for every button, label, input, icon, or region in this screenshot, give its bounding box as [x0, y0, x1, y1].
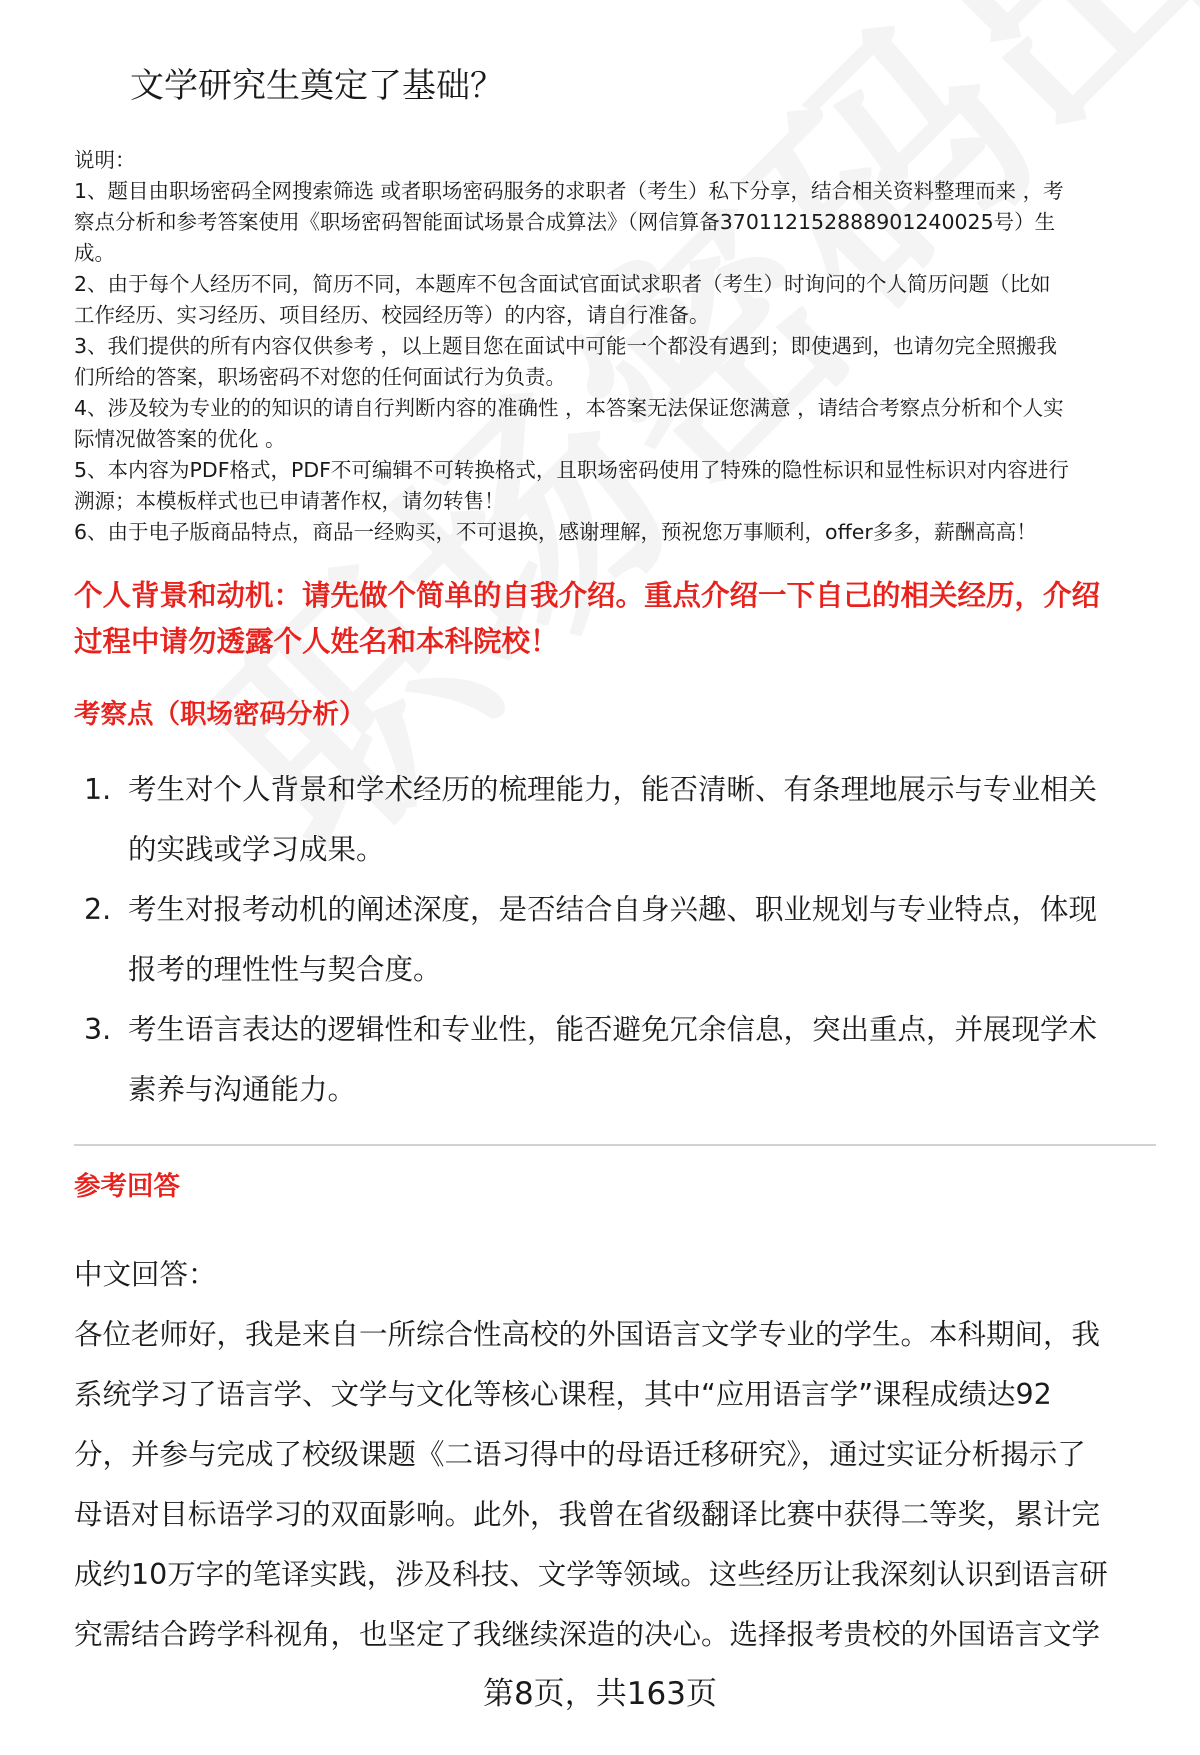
reference-answer [74, 1245, 1164, 1665]
answer-line: 系统学习了语言学、文学与文化等核心课程，其中“应用语言学”课程成绩达92 [74, 1378, 1052, 1411]
point-number: 1. [84, 773, 112, 806]
question-line: 过程中请勿透露个人姓名和本科院校！ [74, 625, 559, 658]
answer-line: 各位老师好，我是来自一所综合性高校的外国语言文学专业的学生。本科期间，我 [74, 1318, 1101, 1351]
point-line: 的实践或学习成果。 [128, 833, 385, 866]
question-line: 个人背景和动机：请先做个简单的自我介绍。重点介绍一下自己的相关经历，介绍 [74, 579, 1101, 612]
point-number: 2. [84, 893, 112, 926]
point-line: 考生对个人背景和学术经历的梳理能力，能否清晰、有条理地展示与专业相关 [128, 773, 1098, 806]
notes-line: 3、我们提供的所有内容仅供参考 ，以上题目您在面试中可能一个都没有遇到；即使遇到，也请勿完全照搬我 [74, 334, 1058, 358]
continued-question-line: 文学研究生奠定了基础？ [130, 66, 504, 106]
answer-label: 中文回答： [74, 1258, 217, 1291]
analysis-point [74, 880, 1164, 1000]
notes-line: 们所给的答案，职场密码不对您的任何面试行为负责。 [74, 365, 566, 389]
notes-line: 1、题目由职场密码全网搜索筛选 或者职场密码服务的求职者（考生）私下分享，结合相关资料整理而来 ，考 [74, 179, 1064, 203]
analysis-title: 考察点（职场密码分析） [74, 699, 366, 730]
point-number: 3. [84, 1013, 112, 1046]
notes-heading: 说明： [74, 148, 136, 172]
answer-line: 究需结合跨学科视角，也坚定了我继续深造的决心。选择报考贵校的外国语言文学 [74, 1618, 1101, 1651]
answer-line: 成约10万字的笔译实践，涉及科技、文学等领域。这些经历让我深刻认识到语言研 [74, 1558, 1108, 1591]
notes-line: 6、由于电子版商品特点，商品一经购买，不可退换，感谢理解，预祝您万事顺利，offer多多，薪酬高高！ [74, 520, 1037, 544]
notes-line: 2、由于每个人经历不同，简历不同，本题库不包含面试官面试求职者（考生）时询问的个人简历问题（比如 [74, 272, 1051, 296]
analysis-point [74, 760, 1164, 880]
analysis-points [74, 760, 1164, 1120]
notes-line: 察点分析和参考答案使用《职场密码智能面试场景合成算法》（网信算备370112152888901240025号）生 [74, 210, 1056, 234]
analysis-point [74, 1000, 1164, 1120]
notes-line: 工作经历、实习经历、项目经历、校园经历等）的内容，请自行准备。 [74, 303, 710, 327]
page-footer: 第8页，共163页 [483, 1676, 717, 1712]
point-line: 考生对报考动机的阐述深度，是否结合自身兴趣、职业规划与专业特点，体现 [128, 893, 1098, 926]
notes-line: 溯源；本模板样式也已申请著作权，请勿转售！ [74, 489, 505, 513]
point-line: 考生语言表达的逻辑性和专业性，能否避免冗余信息，突出重点，并展现学术 [128, 1013, 1098, 1046]
reference-title: 参考回答 [74, 1171, 180, 1202]
notes-line: 5、本内容为PDF格式，PDF不可编辑不可转换格式，且职场密码使用了特殊的隐性标识和显性标识对内容进行 [74, 458, 1069, 482]
notes-line: 际情况做答案的优化 。 [74, 427, 286, 451]
section-divider [74, 1144, 1156, 1146]
answer-line: 分，并参与完成了校级课题《二语习得中的母语迁移研究》，通过实证分析揭示了 [74, 1438, 1086, 1471]
answer-line: 母语对目标语学习的双面影响。此外，我曾在省级翻译比赛中获得二等奖，累计完 [74, 1498, 1101, 1531]
question-heading [74, 573, 1164, 665]
notes-line: 成。 [74, 241, 115, 265]
point-line: 报考的理性性与契合度。 [128, 953, 442, 986]
point-line: 素养与沟通能力。 [128, 1073, 357, 1106]
notes-section [74, 145, 1160, 548]
notes-line: 4、涉及较为专业的的知识的请自行判断内容的准确性 ，本答案无法保证您满意 ，请结合考察点分析和个人实 [74, 396, 1064, 420]
